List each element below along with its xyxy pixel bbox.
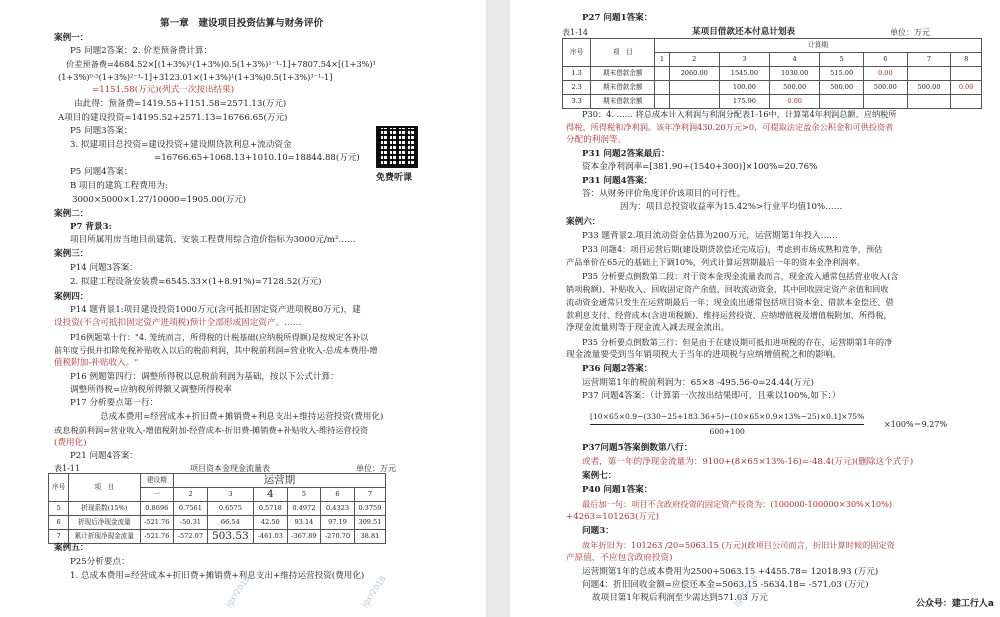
- cashflow-table: [48, 473, 386, 544]
- text-line-highlight: 分配的利润等。: [566, 135, 627, 145]
- year-cell: 7: [354, 488, 385, 502]
- col-header: 项 目: [69, 474, 140, 502]
- text-line: 因为：项目总投资收益率为15.42%>行业平均值10%……: [620, 202, 843, 212]
- year-cell: 2: [174, 488, 208, 502]
- text-line: P25分析要点：: [70, 557, 130, 567]
- text-line: 前年度亏损并扣除免税补贴收入以后的税前利润，其中税前利润=营业收入-总成本费用-增: [54, 345, 378, 355]
- left-page: [0, 0, 486, 617]
- text-line: P37 问题4答案：（计算第一次按出结果即可，且乘以100%,如下：）: [582, 391, 841, 401]
- text-line-highlight: +4263=101263(万元): [566, 512, 659, 522]
- text-line-highlight: =1151.58(万元)(列式一次按出结果): [92, 85, 235, 95]
- text-line: 问题4：折旧回收金额=应偿还本金=5063.15 -5634.18= -571.03 (万元): [582, 580, 869, 590]
- text-line: 销项税额)、补贴收入、回收固定资产余值、回收流动资金，其中回收固定资产余值和回收: [566, 284, 889, 294]
- watermark: jgxr2018: [731, 573, 760, 608]
- section-case7: 案例七：: [582, 471, 617, 481]
- table-title: 项目资本金现金流量表: [190, 464, 270, 473]
- text-line: B 项目的建筑工程费用为:: [70, 181, 168, 191]
- table-unit: 单位：万元: [356, 464, 396, 473]
- text-line: 调整所得税=应纳税所得额又调整所得税率: [70, 385, 232, 395]
- section-case4: 案例四：: [54, 292, 89, 302]
- year-cell: 3: [207, 488, 253, 502]
- text-line: 价差预备费=4684.52×[(1+3%)¹(1+3%)0.5(1+3%)¹⁻¹-1]+7807.54×[(1+3%)¹: [66, 59, 376, 69]
- table-row: 3.3 期末借款余额 175.90 0.00: [563, 95, 982, 109]
- text-line-highlight: 产原值，不应包含政府投资): [566, 553, 673, 563]
- text-line: 或息税前利润=营业收入-增值税附加-经营成本-折旧费-摊销费+补贴收入-维持运营投资: [54, 425, 369, 435]
- loan-table: 序号 项 目 计算期 1 2 3 4 5 6 7 8 1.3 期末借款余额 2060.00 1545.00 1030.00 515.00 0.00 2.3 期末借款余额 100.00 500.00 500.00 500.00 500.00 0.00 3.3 期末借款余额 175.90 0.00: [562, 38, 982, 109]
- text-line: 由此得：预备费=1419.55+1151.58=2571.13(万元): [74, 99, 287, 109]
- table-row: 7 累计折现净现金流量 -521.76 -572.07 503.53 -461.03 -367.89 -270.70 38.81: [49, 530, 386, 544]
- text-line-highlight: 最后加一句：项目不含政府投资的固定资产投资为：(100000-100000×30%×10%): [582, 499, 893, 509]
- text-line: 现金流量要受到当年销项税大于当年的进项税与应纳增值税之和的影响。: [566, 350, 842, 360]
- text-line: P5 问题3答案：: [70, 126, 133, 136]
- text-line: P7 背景3:: [70, 222, 112, 232]
- text-line-highlight: 值税附加-补贴收入。": [54, 358, 139, 368]
- text-line: P35 分析要点倒数第二段：对于资本金现金流量表而言，现金流入通常包括营业收入(含: [582, 271, 899, 281]
- text-line: P35 分析要点倒数第三行：但是由于在建设期可抵扣进项税的存在，运营期第1年的净: [582, 337, 893, 347]
- table-row: 2.3 期末借款余额 100.00 500.00 500.00 500.00 500.00 0.00: [563, 81, 982, 95]
- table-unit: 单位：万元: [890, 28, 930, 37]
- text-line: P5 问题4答案：: [70, 167, 133, 177]
- col-header: 计算期: [655, 39, 982, 53]
- text-line: P5 问题2答案：2. 价差预备费计算：: [70, 46, 213, 56]
- text-line: P31 问题2答案最后：: [582, 149, 670, 159]
- text-line: 3000×5000×1.27/10000=1905.00(万元): [72, 195, 247, 205]
- formula: [590, 410, 864, 438]
- text-line: 答：从财务评价角度评价该项目的可行性。: [582, 189, 746, 199]
- right-page: [510, 0, 1000, 617]
- text-line-highlight: 设投资(不含可抵扣固定资产进项税)预计全部形成固定资产。……: [54, 318, 302, 328]
- table-row: 6 折现后净现金流量 -521.76 -50.31 66.54 42.50 93.14 97.19 309.51: [49, 516, 386, 530]
- qr-code-icon: [376, 126, 418, 168]
- text-line: P14 题背景1:项目建设投资1000万元(含可抵扣固定资产进项税80万元)，建: [70, 305, 361, 315]
- col-header: 项 目: [591, 39, 655, 67]
- year-cell: 6: [321, 488, 355, 502]
- text-line: (1+3%)⁰·⁵(1+3%)²⁻¹-1]+3123.01×(1+3%)¹(1+3%)0.5(1+3%)³⁻¹-1]: [58, 72, 333, 82]
- text-line: 故项目第1年税后利润至少需达到571.03 万元: [592, 593, 768, 603]
- text-line: 问题3：: [582, 526, 614, 536]
- text-line: P16 例题第四行：调整所得税以息税前利润为基础，按以下公式计算：: [70, 372, 339, 382]
- text-line: 净现金流量则等于现金流入减去现金流出。: [566, 323, 730, 333]
- col-header: 运营期: [174, 474, 386, 488]
- col-header: 序号: [563, 39, 591, 67]
- text-line: P16例题第十行："4. 笼统而言，所得税的计税基础(应纳税所得额)是按规定各补以: [70, 332, 369, 342]
- table-label: 表1-14: [562, 28, 588, 37]
- table-row: 5 折现系数(15%) 0.8696 0.7561 0.6575 0.5718 0.4972 0.4323 0.3759: [49, 502, 386, 516]
- year-cell: 4: [254, 488, 288, 502]
- text-line-highlight: (费用化): [54, 438, 87, 448]
- text-line: P30：4. …… 将总成本计入利润与利润分配表1-16中，计算第4年利润总额、应纳税所: [582, 109, 897, 119]
- text-line: 运营期第1年的总成本费用为2500+5063.15 +4455.78= 12018.93 (万元): [582, 567, 879, 577]
- year-cell: 5: [287, 488, 321, 502]
- text-line: P37问题5答案倒数第八行：: [582, 443, 693, 453]
- table-title: 某项目借款还本付息计划表: [692, 27, 796, 37]
- text-line: P33 问题4：项目运营后期(建设期贷款偿还完成后)，考虑到市场成熟和竞争，预估: [582, 244, 883, 254]
- col-header: 序号: [49, 474, 69, 502]
- text-line: 流动资金通常只发生在运营期最后一年；现金流出通常包括项目资本金、借款本金偿还、借: [566, 297, 894, 307]
- text-line: P14 问题3答案：: [70, 263, 138, 273]
- text-line: 款利息支付、经营成本(含进项税额)、维持运营投资、应纳增值税及增值税附加、所得税，: [566, 310, 892, 320]
- text-line: P33 题背景2.项目流动资金估算为200万元，运营期第1年投入……: [582, 231, 838, 241]
- watermark: jgxr2018: [359, 574, 388, 609]
- text-line-highlight: 或者，第一年的净现金流量为：9100+(8×65×13%-16)=-48.4(万元)(删除这个式子): [582, 457, 914, 467]
- formula-result: ×100%＝9.27%: [884, 420, 947, 429]
- text-line: P27 问题1答案：: [582, 13, 653, 23]
- section-case5: 案例五：: [54, 543, 89, 553]
- section-case3: 案例三：: [54, 249, 89, 259]
- text-line: 项目所属用房当地目前建筑、安装工程费用综合造价指标为3000元/m²……: [70, 235, 356, 245]
- section-case2: 案例二：: [54, 209, 89, 219]
- formula-numerator: [10×65×0.9−(330−25+183.36+5)−(10×65×0.9×13%−25)×0.1]×75%: [590, 410, 864, 425]
- watermark: jgxr2018: [223, 574, 252, 609]
- col-header: 建设期: [140, 474, 174, 488]
- section-case6: 案例六：: [566, 217, 601, 227]
- text-line: 3. 拟建项目总投资=建设投资+建设期贷款利息+流动资金: [70, 140, 292, 150]
- chapter-title: 第一章 建设项目投资估算与财务评价: [160, 18, 324, 29]
- text-line: 1. 总成本费用=经营成本+折旧费+摊销费+利息支出+维持运营投资(费用化): [70, 571, 365, 581]
- footer-account: 公众号：建工行人a: [915, 598, 994, 609]
- text-line: P36 问题2答案：: [582, 364, 653, 374]
- text-line: P31 问题4答案：: [582, 176, 653, 186]
- text-line: =16766.65+1068.13+1010.10=18844.88(万元): [154, 153, 360, 163]
- text-line: P17 分析要点第一行：: [70, 398, 159, 408]
- text-line: 资本金净利润率=[381.90÷(1540+300)]×100%=20.76%: [582, 162, 818, 172]
- text-line: A项目的建设投资=14195.52+2571.13=16766.65(万元): [58, 113, 288, 123]
- text-line: 总成本费用=经营成本+折旧费+摊销费+利息支出+维持运营投资(费用化): [100, 412, 384, 422]
- text-line-highlight: 故年折旧为：101263 /20=5063.15 (万元)(政项目公司而言，折旧计算时候的固定资: [582, 540, 895, 550]
- text-line: 2. 拟建工程设备安装费=6545.33×(1+8.91%)=7128.52(万元): [70, 277, 322, 287]
- text-line: P40 问题1答案：: [582, 485, 653, 495]
- text-line: P21 问题4答案：: [70, 451, 138, 461]
- text-line: 运营期第1年的税前利润为：65×8 -495.56-0=24.44(万元): [582, 378, 814, 388]
- year-cell: 一: [140, 488, 174, 502]
- table-row: 1.3 期末借款余额 2060.00 1545.00 1030.00 515.00 0.00: [563, 67, 982, 81]
- qr-caption: 免费听课: [376, 173, 413, 183]
- page-gap: [486, 0, 510, 617]
- text-line: 产品单价在65元的基础上下调10%，列式计算运营期最后一年的资本金净利润率。: [566, 257, 865, 267]
- table-label: 表1-11: [54, 464, 80, 473]
- formula-denominator: 600+100: [709, 427, 745, 437]
- section-case1: 案例一：: [54, 33, 89, 43]
- text-line-highlight: 得税、所得税和净利润。该年净利润430.20万元>0，可提取法定盈余公积金和可供投资者: [566, 122, 894, 132]
